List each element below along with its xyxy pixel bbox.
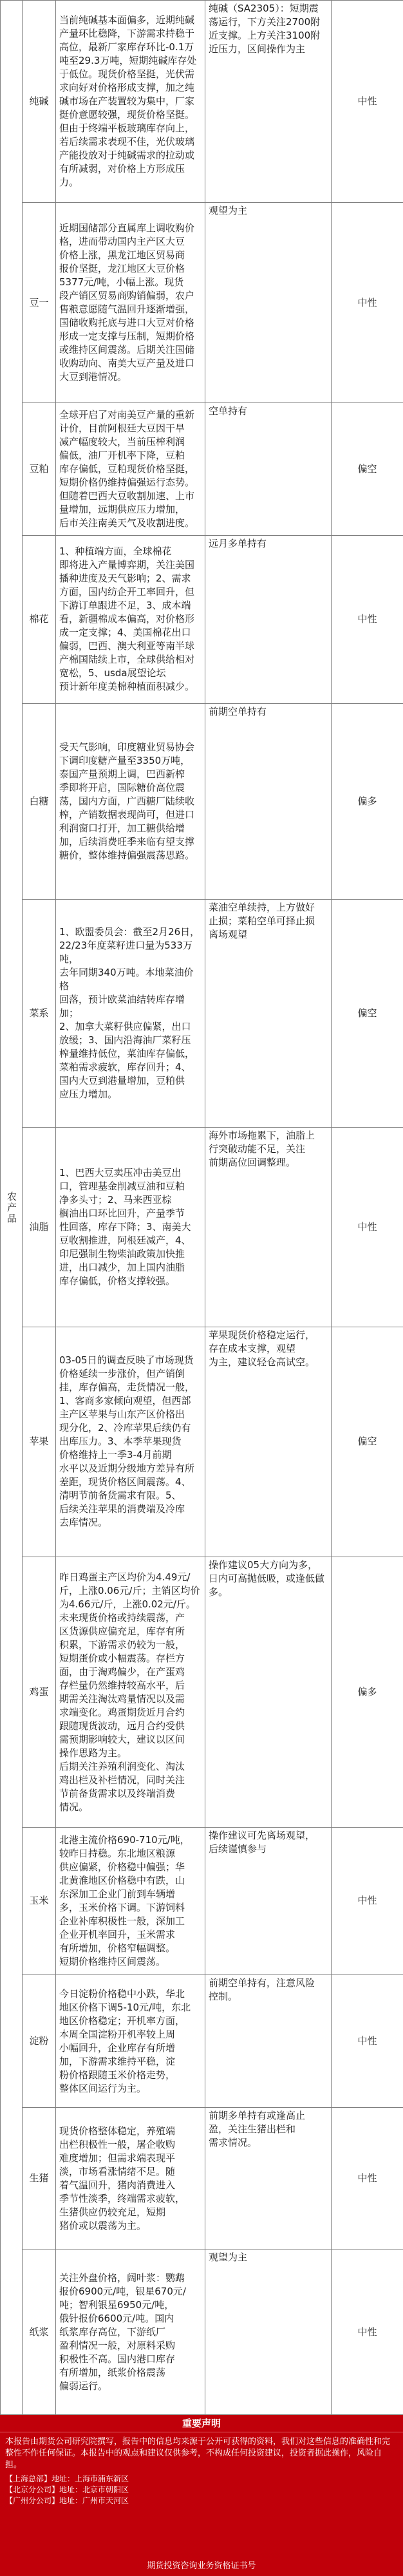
summary-line: 鸡出栏及补栏情况，同时关注	[59, 1774, 185, 1786]
summary-line: 或维持区间震荡。后期关注国储	[59, 344, 195, 356]
strategy-cell	[205, 703, 332, 900]
strategy-line: 菜油空单续持，上方做好	[209, 902, 315, 914]
summary-line: 整体区间运行为主。	[59, 2082, 147, 2094]
strategy-line: 行突破动能不足，关注	[209, 1142, 306, 1155]
sector-cell: 农产品	[1, 1, 23, 2415]
summary-line: 下游订单跟进不足，3、成本端	[59, 600, 191, 612]
summary-line: 水平以及近期分级地方差异有所	[59, 1463, 195, 1475]
summary-line: 放缓；3、国内沿海油厂菜籽压	[59, 1034, 191, 1046]
view-cell: 中性	[332, 203, 403, 403]
commodity-name: 棉花	[23, 535, 56, 703]
view-cell: 偏多	[332, 703, 403, 900]
summary-line: 企业补库积极性一般，深加工	[59, 1915, 185, 1927]
summary-line: 积极性不高。国内港口库存	[59, 2353, 176, 2365]
commodity-name: 油脂	[23, 1127, 56, 1327]
summary-line: 吨至29.3万吨，短期纯碱库存处	[59, 55, 197, 67]
summary-line: 格，进而带动国内主产区大豆	[59, 236, 185, 248]
strategy-line: 荡运行，下方关注2700附	[209, 16, 321, 28]
summary-line: 俄针报价6600元/吨。国内	[59, 2312, 174, 2324]
summary-line: 东深加工企业门前到车辆增	[59, 1888, 176, 1900]
summary-line: 盈利情况一般，对原料采购	[59, 2339, 176, 2351]
summary-line: 大豆到港情况。	[59, 371, 127, 383]
summary-line: 印尼强制生物柴油政策加快推	[59, 1247, 185, 1260]
summary-line: 计价，目前阿根廷大豆因干旱	[59, 422, 185, 434]
summary-line: 榈油出口环比回升，产量季节	[59, 1207, 185, 1219]
summary-line: 未来现货价格或持续震荡，产	[59, 1611, 185, 1624]
strategy-line: 前期高位回调整理。	[209, 1156, 296, 1168]
summary-line: 多，玉米价格下调。下游饲料	[59, 1901, 185, 1913]
view-cell: 中性	[332, 535, 403, 703]
strategy-line: 海外市场拖累下，油脂上	[209, 1129, 315, 1141]
view-cell: 偏空	[332, 900, 403, 1127]
summary-line: 产量环比稳降，下游需求持稳于	[59, 28, 195, 40]
summary-line: 今日淀粉价格稳中小跌，华北	[59, 1987, 185, 2000]
strategy-cell	[205, 203, 332, 403]
summary-line: 清明节前备货需求有限。5、	[59, 1490, 182, 1502]
summary-line: 后市关注南美天气及收割进度。	[59, 516, 195, 529]
summary-line: 短期价格仍维持偏强运行态势。	[59, 476, 195, 488]
summary-line: 碱市场在产装置较为集中，厂家	[59, 95, 195, 108]
strategy-line: 纯碱（SA2305）：短期震	[209, 3, 319, 14]
summary-line: 偏低，油厂开机率下降，豆粕	[59, 449, 185, 461]
summary-line: 全球开启了对南美豆产量的重新	[59, 408, 195, 421]
summary-line: 国储收购托底与进口大豆对价格	[59, 317, 195, 329]
commodity-name: 豆粕	[23, 403, 56, 536]
summary-line: 净多头寸；2、马来西亚棕	[59, 1193, 172, 1206]
summary-line: 泰国产量预期上调，巴西新榨	[59, 768, 185, 781]
summary-line: 昨日鸡蛋主产区均价为4.49元/	[59, 1571, 191, 1583]
table-row	[1, 900, 403, 1127]
strategy-line: 观望为主	[209, 2251, 248, 2264]
summary-cell	[56, 535, 205, 703]
summary-line: 量增加，远期供应压力增加，	[59, 503, 185, 515]
strategy-line: 控制。	[209, 1990, 238, 2002]
strategy-cell	[205, 2249, 332, 2415]
commodity-name: 鸡蛋	[23, 1557, 56, 1828]
summary-line: 但由于终端平板玻璃库存向上，	[59, 122, 195, 135]
summary-line: 存栏量仍然维持较高水平，后	[59, 1679, 185, 1691]
summary-line: 求向好对价格形成支撑，加之纯	[59, 82, 195, 94]
summary-line: 5377元/吨，小幅上涨。现货	[59, 276, 184, 289]
summary-line: 现分化，2、冷库苹果后续仍有	[59, 1422, 191, 1434]
summary-line: 若后续需求表现不佳，光伏玻璃	[59, 136, 195, 148]
summary-line: 力。	[59, 176, 79, 189]
table-row	[1, 403, 403, 536]
summary-line: 报价坚挺，龙江地区大豆价格	[59, 263, 185, 275]
summary-line: 售粮意愿随气温回升逐渐增强，	[59, 303, 195, 316]
strategy-line: 操作建议05大方向为多，	[209, 1559, 318, 1571]
summary-line: 去年同期340万吨。本地菜油价格	[59, 967, 194, 992]
summary-line: 2、加拿大菜籽供应偏紧，出口	[59, 1021, 191, 1033]
summary-line: 差距，现货价格区间震荡。4、	[59, 1476, 191, 1488]
summary-line: 现货价格整体稳定，养殖端	[59, 2125, 176, 2137]
strategy-line: 观望为主	[209, 205, 248, 217]
view-cell: 偏多	[332, 1557, 403, 1828]
summary-line: 高位，最新厂家库存环比-0.1万	[59, 41, 194, 53]
table-row	[1, 2249, 403, 2415]
summary-line: 纸浆库存高位，下游纸厂	[59, 2325, 166, 2338]
summary-line: 有所增加，价格窄幅调整。	[59, 1942, 176, 1954]
summary-line: 荡，国内方面，广西糖厂陆续收	[59, 795, 195, 808]
summary-line: 加，下游需求维持平稳，淀	[59, 2055, 176, 2067]
table-row	[1, 1557, 403, 1828]
summary-cell	[56, 1327, 205, 1557]
summary-line: 下调印度糖产量至3350万吨，	[59, 755, 191, 767]
summary-line: 方面，国内纺企开工率回升，但	[59, 586, 195, 598]
summary-line: 北港主流价格690-710元/吨，	[59, 1833, 190, 1846]
summary-cell	[56, 203, 205, 403]
summary-line: 生猪供应仍较充足，短期	[59, 2206, 166, 2218]
strategy-line: 近支撑。上方关注3100附	[209, 30, 321, 41]
disclaimer-source: 期货投资咨询业务资格证书号	[147, 2561, 256, 2571]
summary-line: 即将进入产量博弈期，关注美国	[59, 559, 195, 571]
summary-cell	[56, 1557, 205, 1828]
summary-line: 挂，库存偏高，走货情况一般，	[59, 1381, 195, 1394]
commodity-name: 豆一	[23, 203, 56, 403]
summary-line: 为4.66元/斤，上涨0.02元/斤。	[59, 1598, 196, 1610]
summary-line: 性回落，库存下降；3、南美大	[59, 1220, 191, 1233]
table-row	[1, 2108, 403, 2249]
summary-cell	[56, 1127, 205, 1327]
summary-line: 国内大豆到港量增加，豆粕供	[59, 1075, 185, 1087]
summary-line: 北黄淮地区价格稳中有跌，山	[59, 1874, 185, 1886]
strategy-line: 近压力，区间操作为主	[209, 43, 306, 55]
summary-line: 偏弱运行。	[59, 2380, 108, 2392]
summary-line: 偏弱，巴西、澳大利亚等南半球	[59, 640, 195, 652]
table-row	[1, 1327, 403, 1557]
summary-cell	[56, 1828, 205, 1975]
summary-line: 口，管理基金削减豆油和豆粕	[59, 1180, 185, 1192]
table-row	[1, 1, 403, 203]
commodity-name: 生猪	[23, 2108, 56, 2249]
summary-line: 情况。	[59, 1801, 89, 1813]
summary-line: 有所减弱，对价格上方形成压	[59, 163, 185, 175]
summary-line: 产棉国陆续上市，全球供给相对	[59, 654, 195, 666]
view-cell: 中性	[332, 1828, 403, 1975]
commodity-name: 纸浆	[23, 2249, 56, 2415]
summary-line: 应压力增加。	[59, 1088, 118, 1101]
address-line: 【上海总部】地址：上海市浦东新区	[5, 2474, 129, 2483]
strategy-line: 需求情况。	[209, 2137, 258, 2149]
summary-line: 短期蛋价或小幅震荡。存栏方	[59, 1652, 185, 1664]
view-cell: 中性	[332, 2249, 403, 2415]
summary-line: 形成一定支撑与压制，短期价格	[59, 330, 195, 343]
summary-line: 求端变化。鸡蛋期货近月合约	[59, 1706, 185, 1718]
view-cell: 中性	[332, 1127, 403, 1327]
table-row	[1, 1975, 403, 2108]
summary-line: 22/23年度菜籽进口量为533万吨，	[59, 940, 192, 965]
summary-line: 菜粕需求疲软，库存回升；4、	[59, 1061, 191, 1074]
commodity-name: 白糖	[23, 703, 56, 900]
summary-line: 淡，市场看涨情绪不足。随	[59, 2165, 176, 2177]
summary-cell	[56, 1975, 205, 2108]
strategy-line: 存在成本支撑，观望	[209, 1342, 296, 1354]
summary-line: 猪价或以震荡为主。	[59, 2219, 147, 2231]
summary-cell	[56, 2108, 205, 2249]
summary-line: 豆收割推进，阿根廷减产，4、	[59, 1234, 191, 1246]
summary-line: 受天气影响，印度糖业贸易协会	[59, 741, 195, 753]
view-cell: 中性	[332, 1975, 403, 2108]
strategy-line: 前期空单持有，注意风险	[209, 1976, 315, 1989]
summary-line: 库存偏低，价格支撑较强。	[59, 1274, 176, 1287]
commodity-name: 菜系	[23, 900, 56, 1127]
strategy-line: 盈，关注生猪出栏和	[209, 2123, 296, 2136]
strategy-line: 前期空单持有	[209, 705, 267, 717]
summary-line: 榨，产销数据表现尚可，但进口	[59, 809, 195, 821]
strategy-cell	[205, 1828, 332, 1975]
strategy-line: 空单持有	[209, 405, 248, 417]
summary-line: 利润窗口打开，加工糖供给增	[59, 822, 185, 835]
summary-line: 宽松，5、usda展望论坛	[59, 667, 166, 679]
view-cell: 偏空	[332, 1327, 403, 1557]
summary-line: 着气温回升，猪肉消费进入	[59, 2179, 176, 2191]
summary-line: 1、客商多家倾向观望，但西部	[59, 1395, 191, 1407]
summary-line: 糖价，整体维持偏强震荡思路。	[59, 849, 195, 862]
summary-line: 收购动向、南美大豆产量及进口	[59, 357, 195, 370]
summary-cell	[56, 1, 205, 203]
disclaimer-box	[0, 2415, 403, 2576]
summary-line: 回落，预计欧菜油结转库存增加；	[59, 994, 185, 1019]
view-cell: 中性	[332, 2108, 403, 2249]
table-row	[1, 703, 403, 900]
summary-line: 节前备货需求以及终端消费	[59, 1787, 176, 1799]
summary-line: 斤，上涨0.06元/斤；主销区均价	[59, 1584, 200, 1596]
summary-line: 供应偏紧，价格稳中偏强；华	[59, 1861, 185, 1873]
strategy-cell	[205, 1975, 332, 2108]
strategy-cell	[205, 535, 332, 703]
summary-line: 后期关注养殖利润变化、淘汰	[59, 1760, 185, 1772]
strategy-cell	[205, 403, 332, 536]
summary-line: 地区价格稳定；开机率方面，	[59, 2014, 185, 2027]
summary-line: 产能投放对于纯碱需求的拉动或	[59, 149, 195, 162]
summary-line: 操作思路为主。	[59, 1747, 127, 1759]
summary-line: 但随着巴西大豆收割加速、上市	[59, 489, 195, 502]
address-line: 【广州分公司】地址：广州市天河区	[5, 2496, 129, 2505]
summary-line: 短期价格维持区间震荡。	[59, 1955, 166, 1967]
strategy-line: 远月多单持有	[209, 537, 267, 549]
summary-line: 报价6900元/吨，银星670元/	[59, 2285, 186, 2297]
summary-line: 出库压力。3、本季苹果现货	[59, 1435, 182, 1448]
summary-line: 季节性淡季，终端需求疲软，	[59, 2192, 185, 2204]
disclaimer-body: 本报告由期货公司研究院撰写，报告中的信息均来源于公开可获得的资料，我们对这些信息的准确性和完整性不作任何保证。本报告中的观点和建议仅供参考，不构成任何投资建议，投资者据此操作，风险自担。	[5, 2437, 391, 2470]
summary-line: 本周全国淀粉开机率较上周	[59, 2028, 176, 2040]
summary-line: 近期国储部分直属库上调收购价	[59, 222, 195, 234]
commodity-name: 纯碱	[23, 1, 56, 203]
strategy-cell	[205, 1, 332, 203]
summary-line: 出栏积极性一般，屠企收购	[59, 2138, 176, 2150]
summary-line: 粉价格跟随玉米价格走势，	[59, 2069, 176, 2081]
summary-line: 于低位。现货价格坚挺，光伏需	[59, 68, 195, 80]
strategy-line: 离场观望	[209, 929, 248, 941]
summary-line: 面，由于淘鸡偏少，在产蛋鸡	[59, 1665, 185, 1678]
address-line: 【北京分公司】地址：北京市朝阳区	[5, 2485, 129, 2494]
summary-line: 主产区苹果与山东产区价格出	[59, 1408, 185, 1421]
summary-cell	[56, 403, 205, 536]
commodity-name: 淀粉	[23, 1975, 56, 2108]
summary-line: 价格上涨，黑龙江地区贸易商	[59, 249, 185, 261]
summary-line: 较昨日持稳。东北地区粮源	[59, 1847, 176, 1859]
summary-line: 后续关注苹果的消费端及冷库	[59, 1503, 185, 1515]
summary-line: 当前纯碱基本面偏多，近期纯碱	[59, 14, 195, 26]
summary-line: 03-05日的调查反映了市场现货	[59, 1354, 194, 1367]
summary-line: 季即将开启，国际糖价高位震	[59, 782, 185, 794]
summary-line: 去库情况。	[59, 1517, 108, 1529]
strategy-line: 日内可高抛低吸，或逢低做	[209, 1573, 325, 1585]
summary-line: 吨；智利银星6950元/吨，	[59, 2298, 174, 2311]
summary-line: 小幅回升，企业库存有所增	[59, 2041, 176, 2054]
view-cell: 中性	[332, 1, 403, 203]
table-row	[1, 1127, 403, 1327]
summary-line: 价格延续一步涨价，但产销倒	[59, 1368, 185, 1380]
summary-line: 价格维持上一季3-4月前期	[59, 1449, 172, 1461]
summary-line: 挺价意愿较强，现货价格坚挺。	[59, 109, 195, 121]
disclaimer-addresses	[0, 2471, 403, 2506]
strategy-line: 多。	[209, 1586, 229, 1598]
summary-line: 跟随现货波动，远月合约受供	[59, 1719, 185, 1732]
summary-line: 成一定支撑；4、美国棉花出口	[59, 627, 191, 639]
table-row	[1, 203, 403, 403]
summary-line: 需预期影响较大，建议以区间	[59, 1733, 185, 1745]
summary-cell	[56, 703, 205, 900]
strategy-cell	[205, 1557, 332, 1828]
strategy-line: 苹果现货价格稳定运行，	[209, 1329, 315, 1341]
summary-line: 榨量维持低位，菜油库存偏低，	[59, 1048, 195, 1060]
strategy-line: 止损；菜粕空单可择止损	[209, 915, 315, 927]
summary-line: 积累，下游需求仍较为一般，	[59, 1638, 185, 1651]
summary-line: 区货源供应偏充足，库存有所	[59, 1625, 185, 1637]
summary-cell	[56, 2249, 205, 2415]
table-row	[1, 1828, 403, 1975]
summary-line: 1、种植端方面，全球棉花	[59, 545, 172, 558]
summary-cell	[56, 900, 205, 1127]
summary-line: 企业开机率回升，玉米需求	[59, 1928, 176, 1940]
strategy-line: 操作建议可先离场观望，	[209, 1830, 315, 1842]
summary-line: 看，新疆棉成本偏高，对价格形	[59, 613, 195, 625]
summary-line: 进，出口减少，加上国内油脂	[59, 1261, 185, 1273]
summary-line: 预计新年度美棉种植面积减少。	[59, 681, 195, 693]
strategy-cell	[205, 2108, 332, 2249]
strategy-cell	[205, 1127, 332, 1327]
summary-line: 期需关注淘汰鸡量情况以及需	[59, 1692, 185, 1705]
strategy-line: 前期多单持有或逢高止	[209, 2110, 306, 2122]
summary-line: 加，后续消费旺季来临有望支撑	[59, 836, 195, 848]
disclaimer-title: 重要声明	[0, 2415, 403, 2432]
summary-line: 1、巴西大豆卖压冲击美豆出	[59, 1166, 182, 1179]
commodity-name: 苹果	[23, 1327, 56, 1557]
summary-line: 库存偏低，豆粕现货价格坚挺，	[59, 462, 195, 475]
summary-line: 1、欧盟委员会：截至2月26日，	[59, 926, 200, 938]
summary-line: 地区价格下调5-10元/吨，东北	[59, 2001, 191, 2013]
commodity-name: 玉米	[23, 1828, 56, 1975]
summary-line: 播种进度及天气影响；2、需求	[59, 573, 191, 585]
summary-line: 难度增加；但需求端表现平	[59, 2152, 176, 2164]
summary-line: 减产幅度较大，当前压榨利润	[59, 435, 185, 448]
strategy-line: 后续谨慎参与	[209, 1843, 267, 1855]
strategy-cell	[205, 900, 332, 1127]
view-cell: 偏空	[332, 403, 403, 536]
table-row	[1, 535, 403, 703]
summary-line: 关注外盘价格，阔叶浆：鹦鹉	[59, 2271, 185, 2284]
summary-line: 有所增加，纸浆价格震荡	[59, 2366, 166, 2378]
summary-line: 段产销区贸易商购销偏弱，农户	[59, 290, 195, 302]
strategy-cell	[205, 1327, 332, 1557]
strategy-line: 为主，建议轻仓高试空。	[209, 1356, 315, 1368]
